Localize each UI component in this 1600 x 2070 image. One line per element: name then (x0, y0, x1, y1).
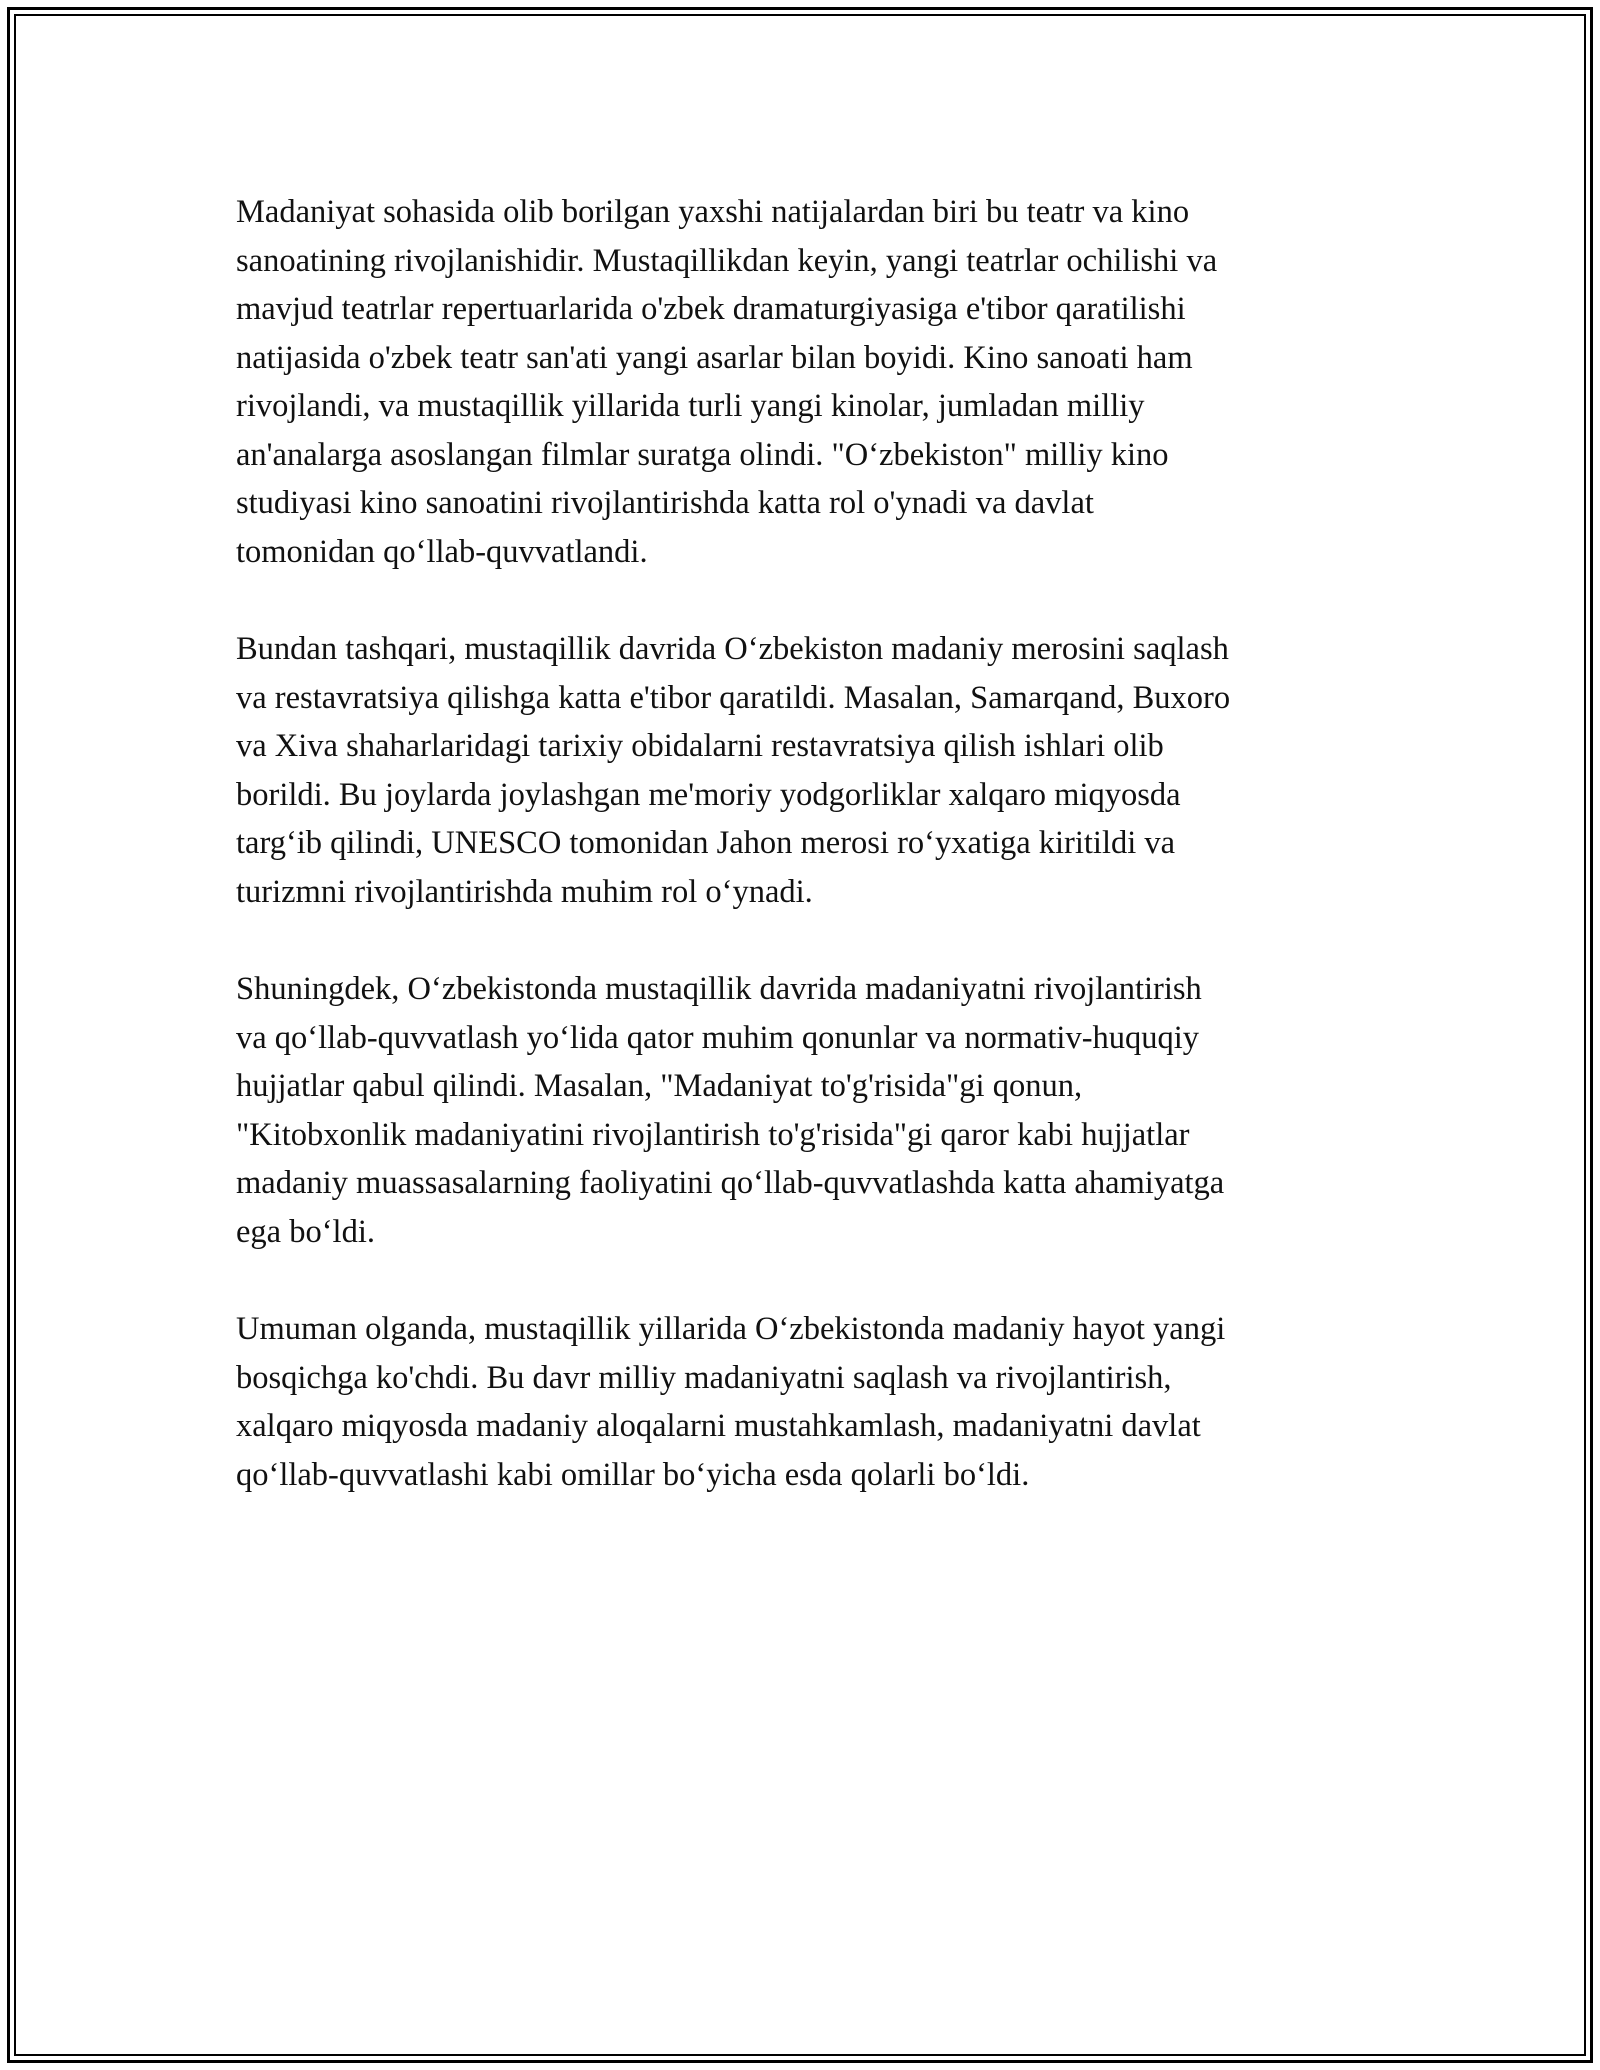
paragraph-heritage-restoration (236, 625, 1366, 916)
text-line: "Kitobxonlik madaniyatini rivojlantirish to'g'risida"gi qaror kabi hujjatlar (236, 1116, 1190, 1153)
text-line: va restavratsiya qilishga katta e'tibor qaratildi. Masalan, Samarqand, Buxoro (236, 679, 1231, 716)
text-line: Madaniyat sohasida olib borilgan yaxshi natijalardan biri bu teatr va kino (236, 194, 1190, 230)
text-line: qo‘llab-quvvatlashi kabi omillar bo‘yicha esda qolarli bo‘ldi. (236, 1456, 1030, 1493)
paragraph-laws-regulations (236, 965, 1366, 1256)
text-line: hujjatlar qabul qilindi. Masalan, "Madaniyat to'g'risida"gi qonun, (236, 1068, 1083, 1104)
text-line: va Xiva shaharlaridagi tarixiy obidalarni restavratsiya qilish ishlari olib (236, 728, 1164, 764)
text-line: va qo‘llab-quvvatlash yo‘lida qator muhim qonunlar va normativ-huquqiy (236, 1019, 1200, 1056)
text-line: Bundan tashqari, mustaqillik davrida O‘zbekiston madaniy merosini saqlash (236, 631, 1229, 667)
text-line: turizmni rivojlantirishda muhim rol o‘ynadi. (236, 873, 813, 910)
text-line: Umuman olganda, mustaqillik yillarida O‘zbekistonda madaniy hayot yangi (236, 1311, 1226, 1347)
text-line: natijasida o'zbek teatr san'ati yangi asarlar bilan boyidi. Kino sanoati ham (236, 339, 1193, 376)
paragraph-theatre-cinema (236, 188, 1366, 576)
text-line: an'analarga asoslangan filmlar suratga olindi. "O‘zbekiston" milliy kino (236, 436, 1169, 473)
text-line: borildi. Bu joylarda joylashgan me'moriy yodgorliklar xalqaro miqyosda (236, 776, 1181, 813)
text-line: xalqaro miqyosda madaniy aloqalarni mustahkamlash, madaniyatni davlat (236, 1408, 1201, 1444)
text-line: rivojlandi, va mustaqillik yillarida turli yangi kinolar, jumladan milliy (236, 388, 1145, 424)
text-line: ega bo‘ldi. (236, 1213, 375, 1250)
paragraph-conclusion (236, 1305, 1366, 1499)
text-line: bosqichga ko'chdi. Bu davr milliy madaniyatni saqlash va rivojlantirish, (236, 1359, 1172, 1396)
text-line: madaniy muassasalarning faoliyatini qo‘llab-quvvatlashda katta ahamiyatga (236, 1165, 1225, 1201)
text-line: targ‘ib qilindi, UNESCO tomonidan Jahon merosi ro‘yxatiga kiritildi va (236, 825, 1176, 861)
text-line: sanoatining rivojlanishidir. Mustaqillikdan keyin, yangi teatrlar ochilishi va (236, 242, 1218, 279)
text-line: studiyasi kino sanoatini rivojlantirishda katta rol o'ynadi va davlat (236, 485, 1094, 521)
text-line: tomonidan qo‘llab-quvvatlandi. (236, 533, 648, 570)
text-line: mavjud teatrlar repertuarlarida o'zbek dramaturgiyasiga e'tibor qaratilishi (236, 291, 1186, 327)
document-body (236, 188, 1366, 1548)
text-line: Shuningdek, O‘zbekistonda mustaqillik davrida madaniyatni rivojlantirish (236, 971, 1202, 1007)
